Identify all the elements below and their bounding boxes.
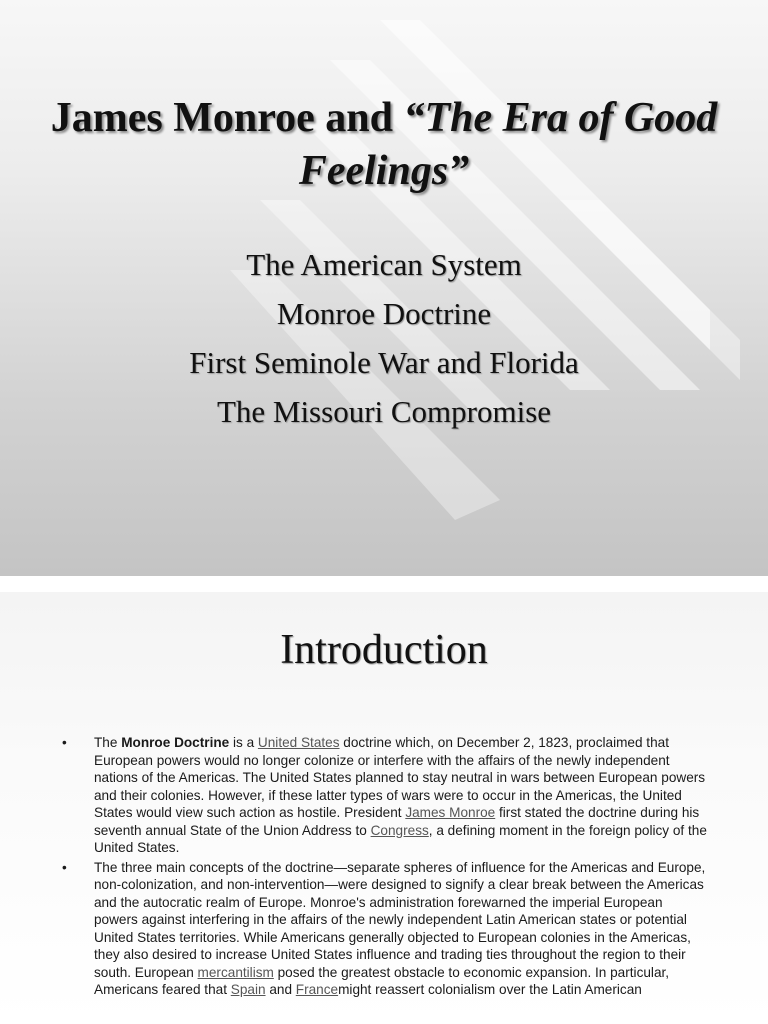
subtitle-monroe-doctrine: Monroe Doctrine xyxy=(276,296,492,331)
title-name: James Monroe and xyxy=(50,95,404,141)
subtitle-list xyxy=(0,240,768,436)
link-mercantilism[interactable]: mercantilism xyxy=(197,964,274,980)
subtitle-seminole-war: First Seminole War and Florida xyxy=(189,345,579,380)
link-james-monroe[interactable]: James Monroe xyxy=(405,805,496,820)
link-congress[interactable]: Congress xyxy=(370,822,429,838)
slide-separator xyxy=(0,576,768,592)
slide-title: Introduction xyxy=(280,627,488,673)
list-item: • The three main concepts of the doctrine—separate spheres of influence for the Americas and Europe, non-colonization, and non-intervention—were designed to signify a clear break between the Americas and the autocratic realm of Europe. Monroe's administration forewarned the imperial European powers against interfering in the affairs of the newly independent Latin American states or potential United States territories. While Americans generally objected to European colonies in the Americas, they also desired to increase United States influence and trading ties throughout the region to their south. European mercantilism posed the greatest obstacle to economic expansion. In particular, Americans feared that Spain and Francemight reassert colonialism over the Latin American xyxy=(62,859,706,997)
subtitle-missouri-compromise: The Missouri Compromise xyxy=(216,394,552,429)
bullet-icon: • xyxy=(62,859,67,875)
introduction-slide xyxy=(0,592,768,1024)
link-spain[interactable]: Spain xyxy=(230,982,266,997)
bullet-list xyxy=(62,734,707,1001)
link-france[interactable]: France xyxy=(295,982,339,997)
list-item: • The Monroe Doctrine is a United States doctrine which, on December 2, 1823, proclaimed that European powers would no longer colonize or interfere with the affairs of the newly independent nations of the Americas. The United States planned to stay neutral in wars between European powers and their colonies. However, if these latter types of wars were to occur in the Americas, the United States would view such action as hostile. President James Monroe first stated the doctrine during his seventh annual State of the Union Address to Congress, a defining moment in the foreign policy of the United States. xyxy=(62,735,707,855)
title-quote: “The Era of Good Feelings” xyxy=(298,95,718,194)
subtitle-american-system: The American System xyxy=(246,247,522,282)
slide-title xyxy=(0,92,768,198)
bold-term: Monroe Doctrine xyxy=(121,735,230,750)
bullet-icon: • xyxy=(62,735,67,750)
link-united-states[interactable]: United States xyxy=(257,735,340,750)
